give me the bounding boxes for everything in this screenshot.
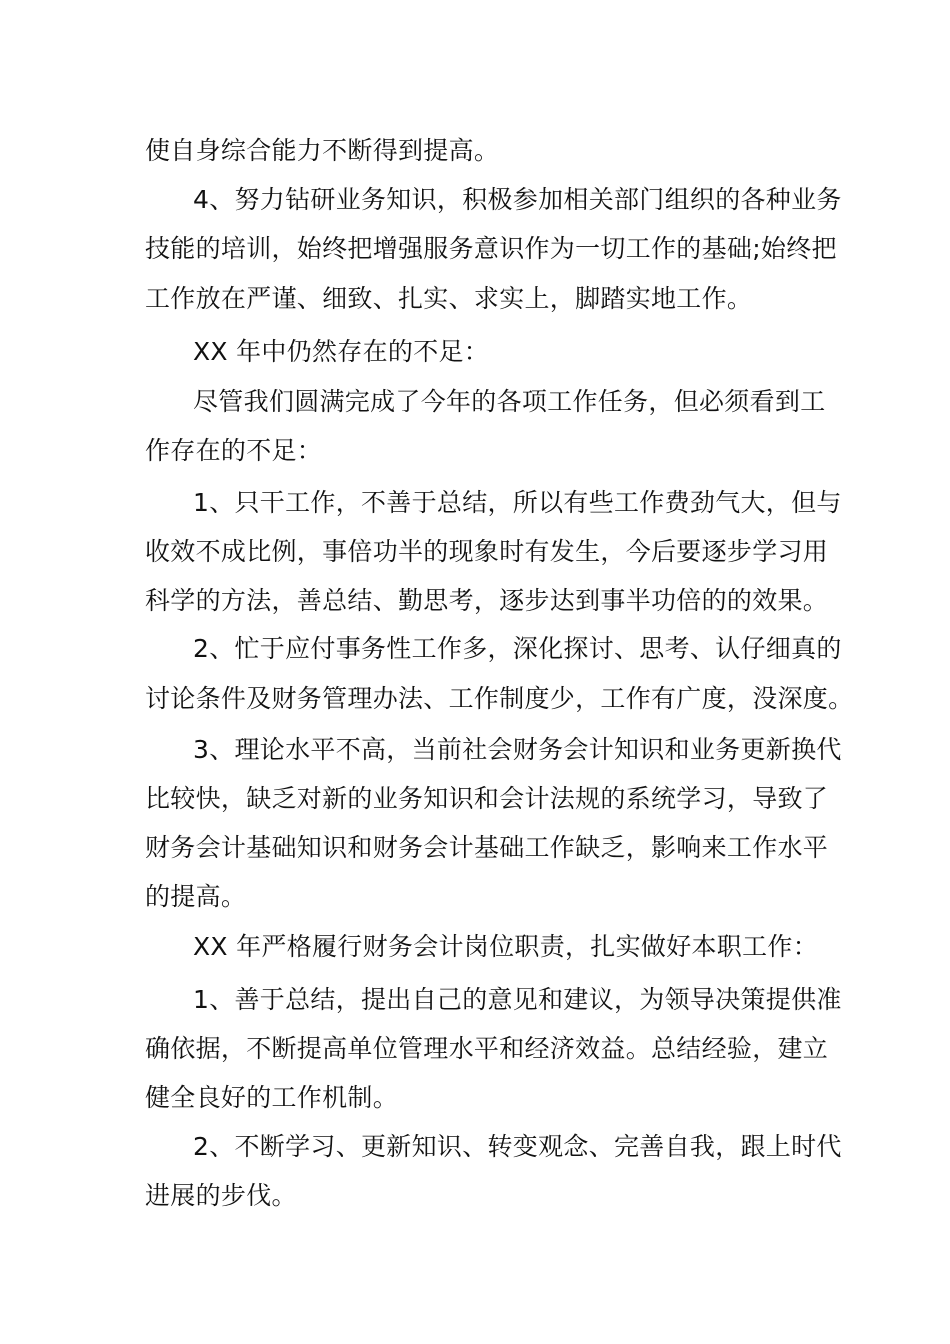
text-line: 2、忙于应付事务性工作多，深化探讨、思考、认仔细真的 [193, 634, 842, 663]
text-line: 3、理论水平不高，当前社会财务会计知识和业务更新换代 [193, 735, 842, 764]
section-heading: XX 年严格履行财务会计岗位职责，扎实做好本职工作： [193, 932, 819, 961]
text-line: 作存在的不足： [145, 436, 323, 465]
text-line: 2、不断学习、更新知识、转变观念、完善自我，跟上时代 [193, 1132, 842, 1161]
text-line: 科学的方法，善总结、勤思考，逐步达到事半功倍的的效果。 [145, 586, 829, 615]
text-line: 使自身综合能力不断得到提高。 [145, 136, 500, 165]
text-line: 进展的步伐。 [145, 1181, 297, 1210]
text-line: 1、只干工作，不善于总结，所以有些工作费劲气大，但与 [193, 488, 842, 517]
section-heading: XX 年中仍然存在的不足： [193, 337, 490, 366]
text-line: 讨论条件及财务管理办法、工作制度少，工作有广度，没深度。 [145, 684, 854, 713]
text-line: 确依据，不断提高单位管理水平和经济效益。总结经验，建立 [145, 1034, 829, 1063]
text-line: 财务会计基础知识和财务会计基础工作缺乏，影响来工作水平 [145, 833, 829, 862]
text-line: 尽管我们圆满完成了今年的各项工作任务，但必须看到工 [193, 387, 826, 416]
text-line: 比较快，缺乏对新的业务知识和会计法规的系统学习，导致了 [145, 784, 829, 813]
text-line: 4、努力钻研业务知识，积极参加相关部门组织的各种业务 [193, 185, 842, 214]
text-line: 的提高。 [145, 882, 247, 911]
text-line: 技能的培训，始终把增强服务意识作为一切工作的基础;始终把 [145, 234, 837, 263]
text-line: 1、善于总结，提出自己的意见和建议，为领导决策提供准 [193, 985, 842, 1014]
text-line: 工作放在严谨、细致、扎实、求实上，脚踏实地工作。 [145, 284, 753, 313]
text-line: 收效不成比例，事倍功半的现象时有发生，今后要逐步学习用 [145, 537, 829, 566]
text-line: 健全良好的工作机制。 [145, 1083, 399, 1112]
